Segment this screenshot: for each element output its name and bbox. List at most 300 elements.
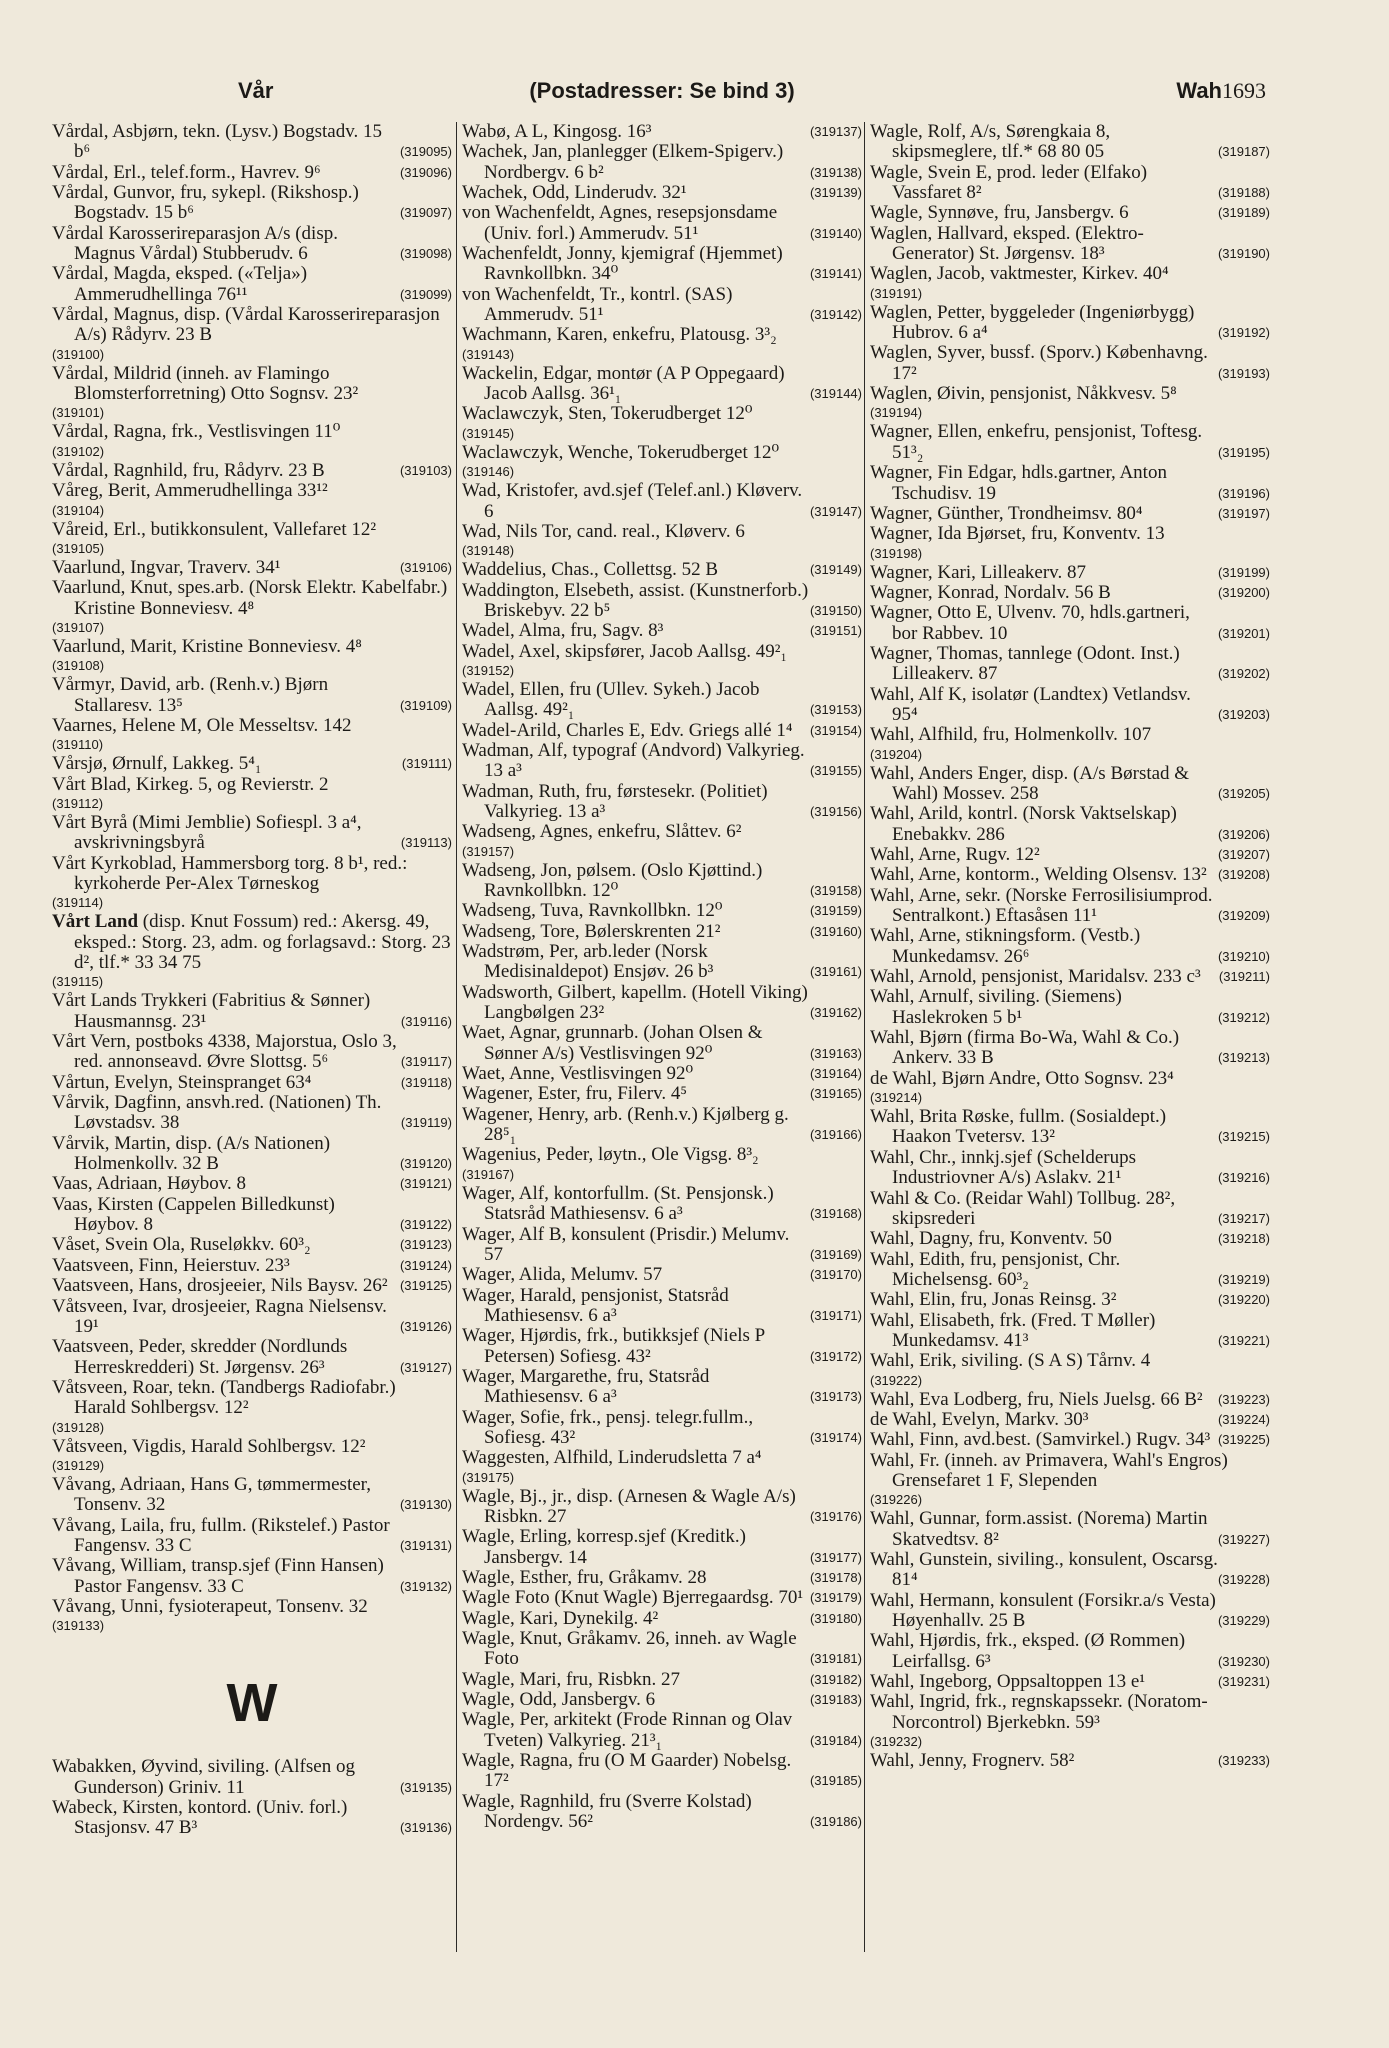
directory-entry (462, 782, 862, 823)
directory-entry (52, 1437, 452, 1475)
entry-phone-number: (319125) (399, 1278, 452, 1294)
entry-phone-number: (319211) (1218, 969, 1270, 985)
directory-entry (870, 163, 1270, 204)
entry-phone-number: (319161) (809, 964, 862, 980)
entry-phone-number: (319152) (462, 662, 515, 678)
entry-text: Vaarlund, Ingvar, Traverv. 34¹ (52, 556, 281, 578)
entry-phone-number: (319135) (399, 1779, 452, 1795)
entry-phone-number: (319189) (1217, 205, 1270, 221)
entry-text: Våvang, Adriaan, Hans G, tømmermester, Tonsenv. 32 (52, 1473, 371, 1516)
entry-phone-number: (319219) (1217, 1271, 1270, 1287)
entry-text: Vårt Land (disp. Knut Fossum) red.: Akersg. 49, eksped.: Storg. 23, adm. og forlagsavd.: Storg. 23 d², tlf.* 33 34 75 (52, 911, 451, 973)
entry-phone-number: (319098) (399, 246, 452, 262)
entry-text: Wadman, Ruth, fru, førstesekr. (Politiet) Valkyrieg. 13 a³ (462, 780, 768, 822)
directory-entry (462, 1023, 862, 1064)
entry-phone-number: (319131) (399, 1537, 452, 1553)
directory-entry (52, 1235, 452, 1255)
entry-text: Wahl, Alfhild, fru, Holmenkollv. 107 (870, 724, 1152, 746)
directory-entry (462, 901, 862, 921)
entry-text: Wahl, Hermann, konsulent (Forsikr.a/s Vesta) Høyenhallv. 25 B (870, 1589, 1216, 1632)
directory-entry (52, 183, 452, 224)
entry-text: Wagner, Fin Edgar, hdls.gartner, Anton Tschudisv. 19 (870, 462, 1167, 504)
directory-entry (870, 725, 1270, 763)
entry-phone-number: (319159) (809, 903, 862, 919)
entry-phone-number: (319115) (52, 974, 104, 990)
entry-text: Vårvik, Martin, disp. (A/s Nationen) Holmenkollv. 32 B (52, 1132, 331, 1175)
entry-text: von Wachenfeldt, Agnes, resepsjonsdame (Univ. forl.) Ammerudv. 51¹ (462, 202, 778, 244)
entry-phone-number: (319177) (809, 1549, 862, 1565)
entry-text: Wahl, Finn, avd.best. (Samvirkel.) Rugv. 34³ (870, 1429, 1211, 1451)
directory-entry (462, 560, 862, 580)
entry-phone-number: (319100) (52, 346, 105, 362)
entry-text: Waglen, Jacob, vaktmester, Kirkev. 40⁴ (870, 263, 1169, 285)
directory-entry (462, 1792, 862, 1833)
entry-phone-number: (319158) (809, 883, 862, 898)
entry-phone-number: (319225) (1217, 1432, 1270, 1448)
directory-entry (462, 522, 862, 560)
entry-text: Vårdal, Ragna, frk., Vestlisvingen 11⁰ (52, 421, 341, 443)
directory-entry (52, 1597, 452, 1635)
entry-text: Wachek, Odd, Linderudv. 32¹ (462, 182, 687, 204)
directory-entry (462, 1225, 862, 1266)
page-number: 1693 (1222, 78, 1266, 103)
entry-text: Waglen, Øivin, pensjonist, Nåkkvesv. 5⁸ (870, 383, 1177, 405)
entry-phone-number: (319143) (462, 346, 515, 362)
entry-phone-number: (319136) (399, 1820, 452, 1836)
entry-text: Wager, Harald, pensjonist, Statsråd Mathiesensv. 6 a³ (462, 1284, 729, 1326)
entry-text: Wachek, Jan, planlegger (Elkem-Spigerv.) Nordbergv. 6 b² (462, 141, 784, 183)
directory-entry (462, 581, 862, 622)
directory-entry (870, 764, 1270, 805)
entry-text: Wadman, Alf, typograf (Andvord) Valkyrieg. 13 a³ (462, 739, 805, 782)
entry-text: Våreid, Erl., butikkonsulent, Vallefaret 12² (52, 518, 377, 540)
directory-entry (462, 1265, 862, 1285)
entry-phone-number: (319121) (399, 1176, 452, 1192)
entry-phone-number: (319185) (809, 1773, 862, 1789)
entry-text: Våvang, William, transp.sjef (Finn Hansen) Pastor Fangensv. 33 C (52, 1555, 384, 1597)
entry-text: Vårdal, Ragnhild, fru, Rådyrv. 23 B (52, 459, 325, 481)
entry-phone-number: (319104) (52, 502, 105, 518)
entry-text: Wagner, Günther, Trondheimsv. 80⁴ (870, 502, 1143, 524)
directory-entry (462, 1527, 862, 1568)
entry-phone-number: (319144) (809, 386, 862, 402)
entry-phone-number: (319175) (462, 1469, 515, 1485)
entry-phone-number: (319109) (399, 697, 452, 713)
entry-text: Våvang, Unni, fysioterapeut, Tonsenv. 32 (52, 1595, 368, 1617)
entry-phone-number: (319169) (809, 1246, 862, 1262)
directory-entry (52, 122, 452, 163)
entry-text: Waddelius, Chas., Collettsg. 52 B (462, 559, 719, 581)
entry-text: Wahl & Co. (Reidar Wahl) Tollbug. 28², skipsrederi (870, 1187, 1176, 1229)
entry-phone-number: (319096) (399, 164, 452, 180)
entry-phone-number: (319130) (399, 1497, 452, 1513)
entry-phone-number: (319207) (1217, 847, 1270, 862)
entry-phone-number: (319200) (1217, 584, 1270, 600)
directory-entry (52, 163, 452, 183)
entry-text: Wadstrøm, Per, arb.leder (Norsk Medisinaldepot) Ensjøv. 26 b³ (462, 941, 714, 983)
entry-phone-number: (319108) (52, 658, 105, 674)
directory-entry (462, 741, 862, 782)
directory-entry (52, 1032, 452, 1073)
directory-entry (52, 1093, 452, 1134)
entry-text: Wadel, Axel, skipsfører, Jacob Aallsg. 49²₁ (462, 640, 788, 662)
directory-entry (52, 991, 452, 1032)
entry-text: Wager, Alida, Melumv. 57 (462, 1264, 663, 1286)
entry-phone-number: (319140) (809, 225, 862, 241)
entry-text: Wager, Alf, kontorfullm. (St. Pensjonsk.) Statsråd Mathiesensv. 6 a³ (462, 1182, 774, 1225)
directory-entry (462, 364, 862, 405)
entry-text: Wagle, Synnøve, fru, Jansbergv. 6 (870, 202, 1129, 224)
entry-phone-number: (319217) (1217, 1210, 1270, 1226)
entry-phone-number: (319202) (1217, 666, 1270, 682)
entry-text: von Wachenfeldt, Tr., kontrl. (SAS) Ammerudv. 51¹ (462, 283, 733, 326)
directory-entry (870, 1351, 1270, 1389)
entry-text: Vårdal, Gunvor, fru, sykepl. (Rikshosp.) Bogstadv. 15 b⁶ (52, 182, 359, 224)
directory-entry (462, 1448, 862, 1486)
entry-text: Wahl, Arnold, pensjonist, Maridalsv. 233 c³ (870, 966, 1201, 988)
entry-phone-number: (319209) (1217, 908, 1270, 924)
entry-text: Wagener, Henry, arb. (Renh.v.) Kjølberg g. 28⁵₁ (462, 1103, 789, 1146)
entry-text: Wahl, Alf K, isolatør (Landtex) Vetlandsv. 95⁴ (870, 683, 1191, 725)
directory-entry (462, 142, 862, 183)
entry-text: Wagle, Per, arkitekt (Frode Rinnan og Olav Tveten) Valkyrieg. 21³₁ (462, 1709, 793, 1751)
directory-entry (462, 983, 862, 1024)
directory-entry (870, 1430, 1270, 1450)
directory-entry (52, 305, 452, 364)
entry-text: Wagle, Kari, Dynekilg. 4² (462, 1607, 659, 1629)
directory-entry (462, 922, 862, 942)
entry-phone-number: (319156) (809, 803, 862, 819)
entry-phone-number: (319160) (809, 923, 862, 939)
column-divider (456, 122, 457, 1952)
entry-text: Wahl, Brita Røske, fullm. (Sosialdept.) Haakon Tvetersv. 13² (870, 1106, 1167, 1148)
directory-entry (870, 1390, 1270, 1410)
directory-entry (870, 886, 1270, 927)
entry-phone-number: (319106) (399, 559, 452, 575)
directory-entry (462, 481, 862, 522)
directory-entry (870, 926, 1270, 967)
entry-text: Wagle, Ragnhild, fru (Sverre Kolstad) Nordengv. 56² (462, 1790, 752, 1833)
entry-phone-number: (319095) (399, 144, 452, 160)
entry-text: Wadel, Alma, fru, Sagv. 8³ (462, 620, 664, 642)
entry-text: Wahl, Arild, kontrl. (Norsk Vaktselskap) Enebakkv. 286 (870, 803, 1177, 845)
entry-phone-number: (319233) (1217, 1753, 1270, 1769)
entry-text: Vårsjø, Ørnulf, Lakkeg. 5⁴₁ (52, 753, 262, 775)
directory-entry (52, 1256, 452, 1276)
entry-text: Vårdal, Asbjørn, tekn. (Lysv.) Bogstadv. 15 b⁶ (52, 121, 382, 163)
directory-entry (462, 1145, 862, 1183)
entry-text: Wager, Hjørdis, frk., butikksjef (Niels P Petersen) Sofiesg. 43² (462, 1325, 765, 1367)
entry-phone-number: (319142) (809, 307, 862, 323)
entry-text: Waclawczyk, Wenche, Tokerudberget 12⁰ (462, 441, 780, 463)
entry-text: Wahl, Hjørdis, frk., eksped. (Ø Rommen) Leirfallsg. 6³ (870, 1630, 1186, 1672)
header-left-guide-word: Vår (238, 78, 274, 103)
directory-entry (870, 343, 1270, 384)
entry-text: Wagle, Bj., jr., disp. (Arnesen & Wagle A/s) Risbkn. 27 (462, 1485, 796, 1527)
entry-phone-number: (319099) (399, 286, 452, 302)
entry-phone-number: (319114) (52, 895, 104, 911)
directory-entry (870, 264, 1270, 302)
directory-entry (52, 461, 452, 481)
directory-entry (462, 1184, 862, 1225)
entry-phone-number: (319224) (1217, 1411, 1270, 1427)
directory-entry (870, 1451, 1270, 1510)
directory-entry (870, 1672, 1270, 1692)
entry-phone-number: (319172) (809, 1348, 862, 1364)
directory-entry (462, 721, 862, 741)
directory-entry (52, 264, 452, 305)
directory-entry (462, 822, 862, 860)
directory-entry (52, 1134, 452, 1175)
entry-text: Våvang, Laila, fru, fullm. (Rikstelef.) Pastor Fangensv. 33 C (52, 1514, 390, 1556)
directory-entry (462, 443, 862, 481)
entry-phone-number: (319218) (1217, 1231, 1270, 1247)
entry-phone-number: (319164) (809, 1066, 862, 1082)
directory-entry (462, 183, 862, 203)
entry-phone-number: (319183) (809, 1692, 862, 1708)
entry-phone-number: (319221) (1217, 1332, 1270, 1348)
entry-phone-number: (319129) (52, 1457, 105, 1473)
entry-text: Vaarnes, Helene M, Ole Messeltsv. 142 (52, 714, 352, 736)
directory-entry (52, 1073, 452, 1093)
directory-entry (52, 1556, 452, 1597)
entry-phone-number: (319167) (462, 1166, 515, 1182)
entry-phone-number: (319201) (1217, 625, 1270, 641)
directory-entry (462, 203, 862, 244)
directory-entry (52, 912, 452, 991)
directory-entry (870, 1069, 1270, 1107)
directory-entry (870, 1631, 1270, 1672)
entry-phone-number: (319116) (400, 1013, 452, 1029)
entry-phone-number: (319206) (1217, 826, 1270, 842)
entry-text: Vaatsveen, Peder, skredder (Nordlunds Herreskredderi) St. Jørgensv. 26³ (52, 1336, 348, 1378)
directory-entry (52, 520, 452, 558)
entry-phone-number: (319149) (809, 562, 862, 578)
entry-text: Vårt Vern, postboks 4338, Majorstua, Oslo 3, red. annonseavd. Øvre Slottsg. 5⁶ (52, 1031, 397, 1073)
directory-entry (870, 804, 1270, 845)
entry-text: de Wahl, Bjørn Andre, Otto Sognsv. 23⁴ (870, 1067, 1174, 1089)
entry-phone-number: (319168) (809, 1206, 862, 1222)
directory-entry (870, 524, 1270, 562)
entry-phone-number: (319229) (1217, 1613, 1270, 1629)
entry-text: Wad, Kristofer, avd.sjef (Telef.anl.) Kløverv. 6 (462, 480, 803, 522)
directory-entry (870, 1509, 1270, 1550)
directory-entry (870, 967, 1270, 987)
entry-text: Våtsveen, Ivar, drosjeeier, Ragna Nielsensv. 19¹ (52, 1295, 387, 1337)
directory-entry (52, 1516, 452, 1557)
entry-text: Vårdal, Magda, eksped. («Telja») Ammerudhellinga 76¹¹ (52, 263, 308, 305)
directory-entry (462, 285, 862, 326)
entry-text: Wager, Alf B, konsulent (Prisdir.) Melumv. 57 (462, 1223, 790, 1265)
entry-phone-number: (319101) (52, 405, 105, 421)
entry-text: Vaatsveen, Hans, drosjeeier, Nils Baysv. 26² (52, 1275, 388, 1297)
directory-entry (52, 854, 452, 913)
entry-text: Wagle, Svein E, prod. leder (Elfako) Vassfaret 8² (870, 161, 1148, 204)
entry-text: Wagenius, Peder, løytn., Ole Vigsg. 8³₂ (462, 1144, 759, 1166)
entry-phone-number: (319141) (809, 266, 862, 282)
directory-entry (870, 1550, 1270, 1591)
entry-phone-number: (319150) (809, 602, 862, 618)
entry-text: Wagner, Otto E, Ulvenv. 70, hdls.gartneri, bor Rabbev. 10 (870, 602, 1190, 644)
entry-text: Wahl, Gunnar, form.assist. (Norema) Martin Skatvedtsv. 8² (870, 1508, 1208, 1550)
entry-phone-number: (319216) (1217, 1170, 1270, 1186)
directory-entry (870, 203, 1270, 223)
directory-entry (52, 1798, 452, 1839)
entry-phone-number: (319151) (809, 623, 862, 639)
directory-entry (870, 865, 1270, 885)
directory-entry (870, 563, 1270, 583)
column-divider (864, 122, 865, 1952)
entry-text: Wahl, Arne, stikningsform. (Vestb.) Munkedamsv. 26⁶ (870, 925, 1141, 967)
directory-entry (462, 1568, 862, 1588)
entry-phone-number: (319118) (400, 1074, 452, 1090)
entry-phone-number: (319184) (809, 1732, 862, 1748)
directory-entry (462, 1487, 862, 1528)
directory-entry (870, 583, 1270, 603)
entry-phone-number: (319191) (870, 285, 923, 301)
directory-entry (870, 504, 1270, 524)
directory-entry (870, 384, 1270, 422)
entry-phone-number: (319154) (809, 722, 862, 738)
entry-text: Wahl, Edith, fru, pensjonist, Chr. Michelsensg. 60³₂ (870, 1248, 1121, 1290)
entry-phone-number: (319126) (399, 1318, 452, 1334)
entry-phone-number: (319228) (1217, 1572, 1270, 1588)
entry-phone-number: (319178) (809, 1570, 862, 1585)
entry-text: Wabø, A L, Kingosg. 16³ (462, 121, 652, 142)
entry-text: Wagle, Esther, fru, Gråkamv. 28 (462, 1567, 707, 1588)
entry-text: Wagle, Knut, Gråkamv. 26, inneh. av Wagle Foto (462, 1628, 797, 1670)
entry-text: Wachenfeldt, Jonny, kjemigraf (Hjemmet) Ravnkollbkn. 34⁰ (462, 243, 783, 285)
directory-entry (870, 463, 1270, 504)
directory-entry (462, 1609, 862, 1629)
directory-entry (870, 1692, 1270, 1751)
entry-text: Wahl, Jenny, Frognerv. 58² (870, 1750, 1075, 1772)
entry-text: Wadseng, Jon, pølsem. (Oslo Kjøttind.) Ravnkollbkn. 12⁰ (462, 859, 763, 901)
entry-phone-number: (319137) (809, 124, 862, 139)
entry-phone-number: (319120) (399, 1156, 452, 1172)
directory-entry (52, 1195, 452, 1236)
entry-phone-number: (319173) (809, 1389, 862, 1405)
entry-phone-number: (319188) (1217, 185, 1270, 201)
entry-text: Wadseng, Tuva, Ravnkollbkn. 12⁰ (462, 900, 723, 922)
entry-phone-number: (319182) (809, 1671, 862, 1687)
entry-phone-number: (319212) (1217, 1009, 1270, 1025)
directory-entry (462, 325, 862, 363)
entry-phone-number: (319198) (870, 545, 923, 561)
entry-text: Wahl, Ingeborg, Oppsaltoppen 13 e¹ (870, 1671, 1146, 1693)
entry-text: Våtsveen, Roar, tekn. (Tandbergs Radiofabr.) Harald Sohlbergsv. 12² (52, 1376, 396, 1419)
entry-text: Wahl, Chr., innkj.sjef (Schelderups Industriovner A/s) Aslakv. 21¹ (870, 1146, 1137, 1189)
page-header (52, 78, 1272, 114)
entry-phone-number: (319119) (400, 1115, 452, 1131)
entry-text: Vårt Blad, Kirkeg. 5, og Revierstr. 2 (52, 773, 329, 795)
entry-phone-number: (319231) (1217, 1674, 1270, 1690)
entry-text: Wahl, Arne, sekr. (Norske Ferrosilisiumprod. Sentralkont.) Eftasåsen 11¹ (870, 884, 1213, 927)
entry-phone-number: (319190) (1217, 246, 1270, 262)
entry-text: Wahl, Erik, siviling. (S A S) Tårnv. 4 (870, 1350, 1151, 1372)
entry-phone-number: (319102) (52, 443, 105, 459)
directory-entry (870, 845, 1270, 865)
directory-entry (870, 1250, 1270, 1291)
entry-phone-number: (319145) (462, 425, 515, 441)
entry-text: Vaas, Kirsten (Cappelen Billedkunst) Høybov. 8 (52, 1193, 335, 1236)
directory-entry (52, 1276, 452, 1296)
entry-phone-number: (319163) (809, 1045, 862, 1061)
entry-phone-number: (319222) (870, 1372, 923, 1388)
entry-text: Waglen, Hallvard, eksped. (Elektro-Generator) St. Jørgensv. 18³ (870, 222, 1144, 265)
entry-text: Wagle Foto (Knut Wagle) Bjerregaardsg. 70¹ (462, 1587, 804, 1609)
directory-entry (52, 813, 452, 854)
entry-phone-number: (319111) (401, 756, 452, 772)
directory-entry (870, 1189, 1270, 1230)
directory-entry (870, 1751, 1270, 1771)
directory-entry (462, 1629, 862, 1670)
entry-phone-number: (319232) (870, 1734, 923, 1750)
directory-entry (52, 1378, 452, 1437)
entry-text: Våreg, Berit, Ammerudhellinga 33¹² (52, 480, 328, 502)
directory-entry (462, 621, 862, 641)
entry-text: Wagner, Kari, Lilleakerv. 87 (870, 561, 1086, 583)
directory-entry (870, 303, 1270, 344)
entry-text: Wagle, Odd, Jansbergv. 6 (462, 1689, 656, 1711)
entry-text: Waddington, Elsebeth, assist. (Kunstnerforb.) Briskebyv. 22 b⁵ (462, 579, 809, 621)
directory-entry (52, 675, 452, 716)
entry-text: Wagner, Konrad, Nordalv. 56 B (870, 581, 1111, 603)
directory-entry (52, 637, 452, 675)
entry-text: Wager, Sofie, frk., pensj. telegr.fullm., Sofiesg. 43² (462, 1406, 754, 1448)
entry-text: Wahl, Gunstein, siviling., konsulent, Oscarsg. 81⁴ (870, 1549, 1218, 1591)
entry-text: Vaarlund, Marit, Kristine Bonneviesv. 4⁸ (52, 635, 362, 657)
entry-text: Vårdal Karosserireparasjon A/s (disp. Magnus Vårdal) Stubberudv. 6 (52, 222, 338, 265)
entry-phone-number: (319146) (462, 464, 515, 480)
entry-text: Vaatsveen, Finn, Heierstuv. 23³ (52, 1254, 290, 1276)
section-letter: W (226, 1673, 278, 1734)
directory-entry (52, 422, 452, 460)
entry-text: Waclawczyk, Sten, Tokerudberget 12⁰ (462, 403, 753, 425)
entry-text: de Wahl, Evelyn, Markv. 30³ (870, 1408, 1089, 1430)
entry-text: Wahl, Elin, fru, Jonas Reinsg. 3² (870, 1289, 1117, 1311)
entry-text: Waet, Anne, Vestlisvingen 92⁰ (462, 1063, 694, 1085)
entry-phone-number: (319204) (870, 746, 923, 762)
directory-entry (870, 603, 1270, 644)
directory-column-1 (52, 122, 452, 1839)
entry-text: Waglen, Petter, byggeleder (Ingeniørbygg) Hubrov. 6 a⁴ (870, 301, 1195, 344)
entry-text: Wager, Margarethe, fru, Statsråd Mathiesensv. 6 a³ (462, 1365, 710, 1408)
entry-text: Wagle, Erling, korresp.sjef (Kreditk.) Jansbergv. 14 (462, 1526, 746, 1568)
directory-entry (462, 1326, 862, 1367)
header-center-note: (Postadresser: Se bind 3) (529, 78, 795, 103)
directory-entry (52, 1757, 452, 1798)
directory-entry (870, 422, 1270, 463)
entry-phone-number: (319196) (1217, 485, 1270, 501)
entry-phone-number: (319166) (809, 1127, 862, 1143)
entry-phone-number: (319105) (52, 540, 105, 556)
directory-entry (870, 987, 1270, 1028)
entry-phone-number: (319226) (870, 1492, 923, 1508)
entry-phone-number: (319138) (809, 164, 862, 180)
entry-text: Wagner, Ida Bjørset, fru, Konventv. 13 (870, 523, 1165, 545)
directory-column-3 (870, 122, 1270, 1771)
entry-phone-number: (319128) (52, 1419, 105, 1435)
entry-phone-number: (319223) (1217, 1391, 1270, 1407)
entry-phone-number: (319133) (52, 1618, 105, 1634)
entry-phone-number: (319220) (1217, 1292, 1270, 1308)
directory-entry (870, 644, 1270, 685)
entry-phone-number: (319123) (399, 1237, 452, 1253)
directory-column-2 (462, 122, 862, 1832)
directory-entry (52, 224, 452, 265)
directory-entry (52, 558, 452, 578)
